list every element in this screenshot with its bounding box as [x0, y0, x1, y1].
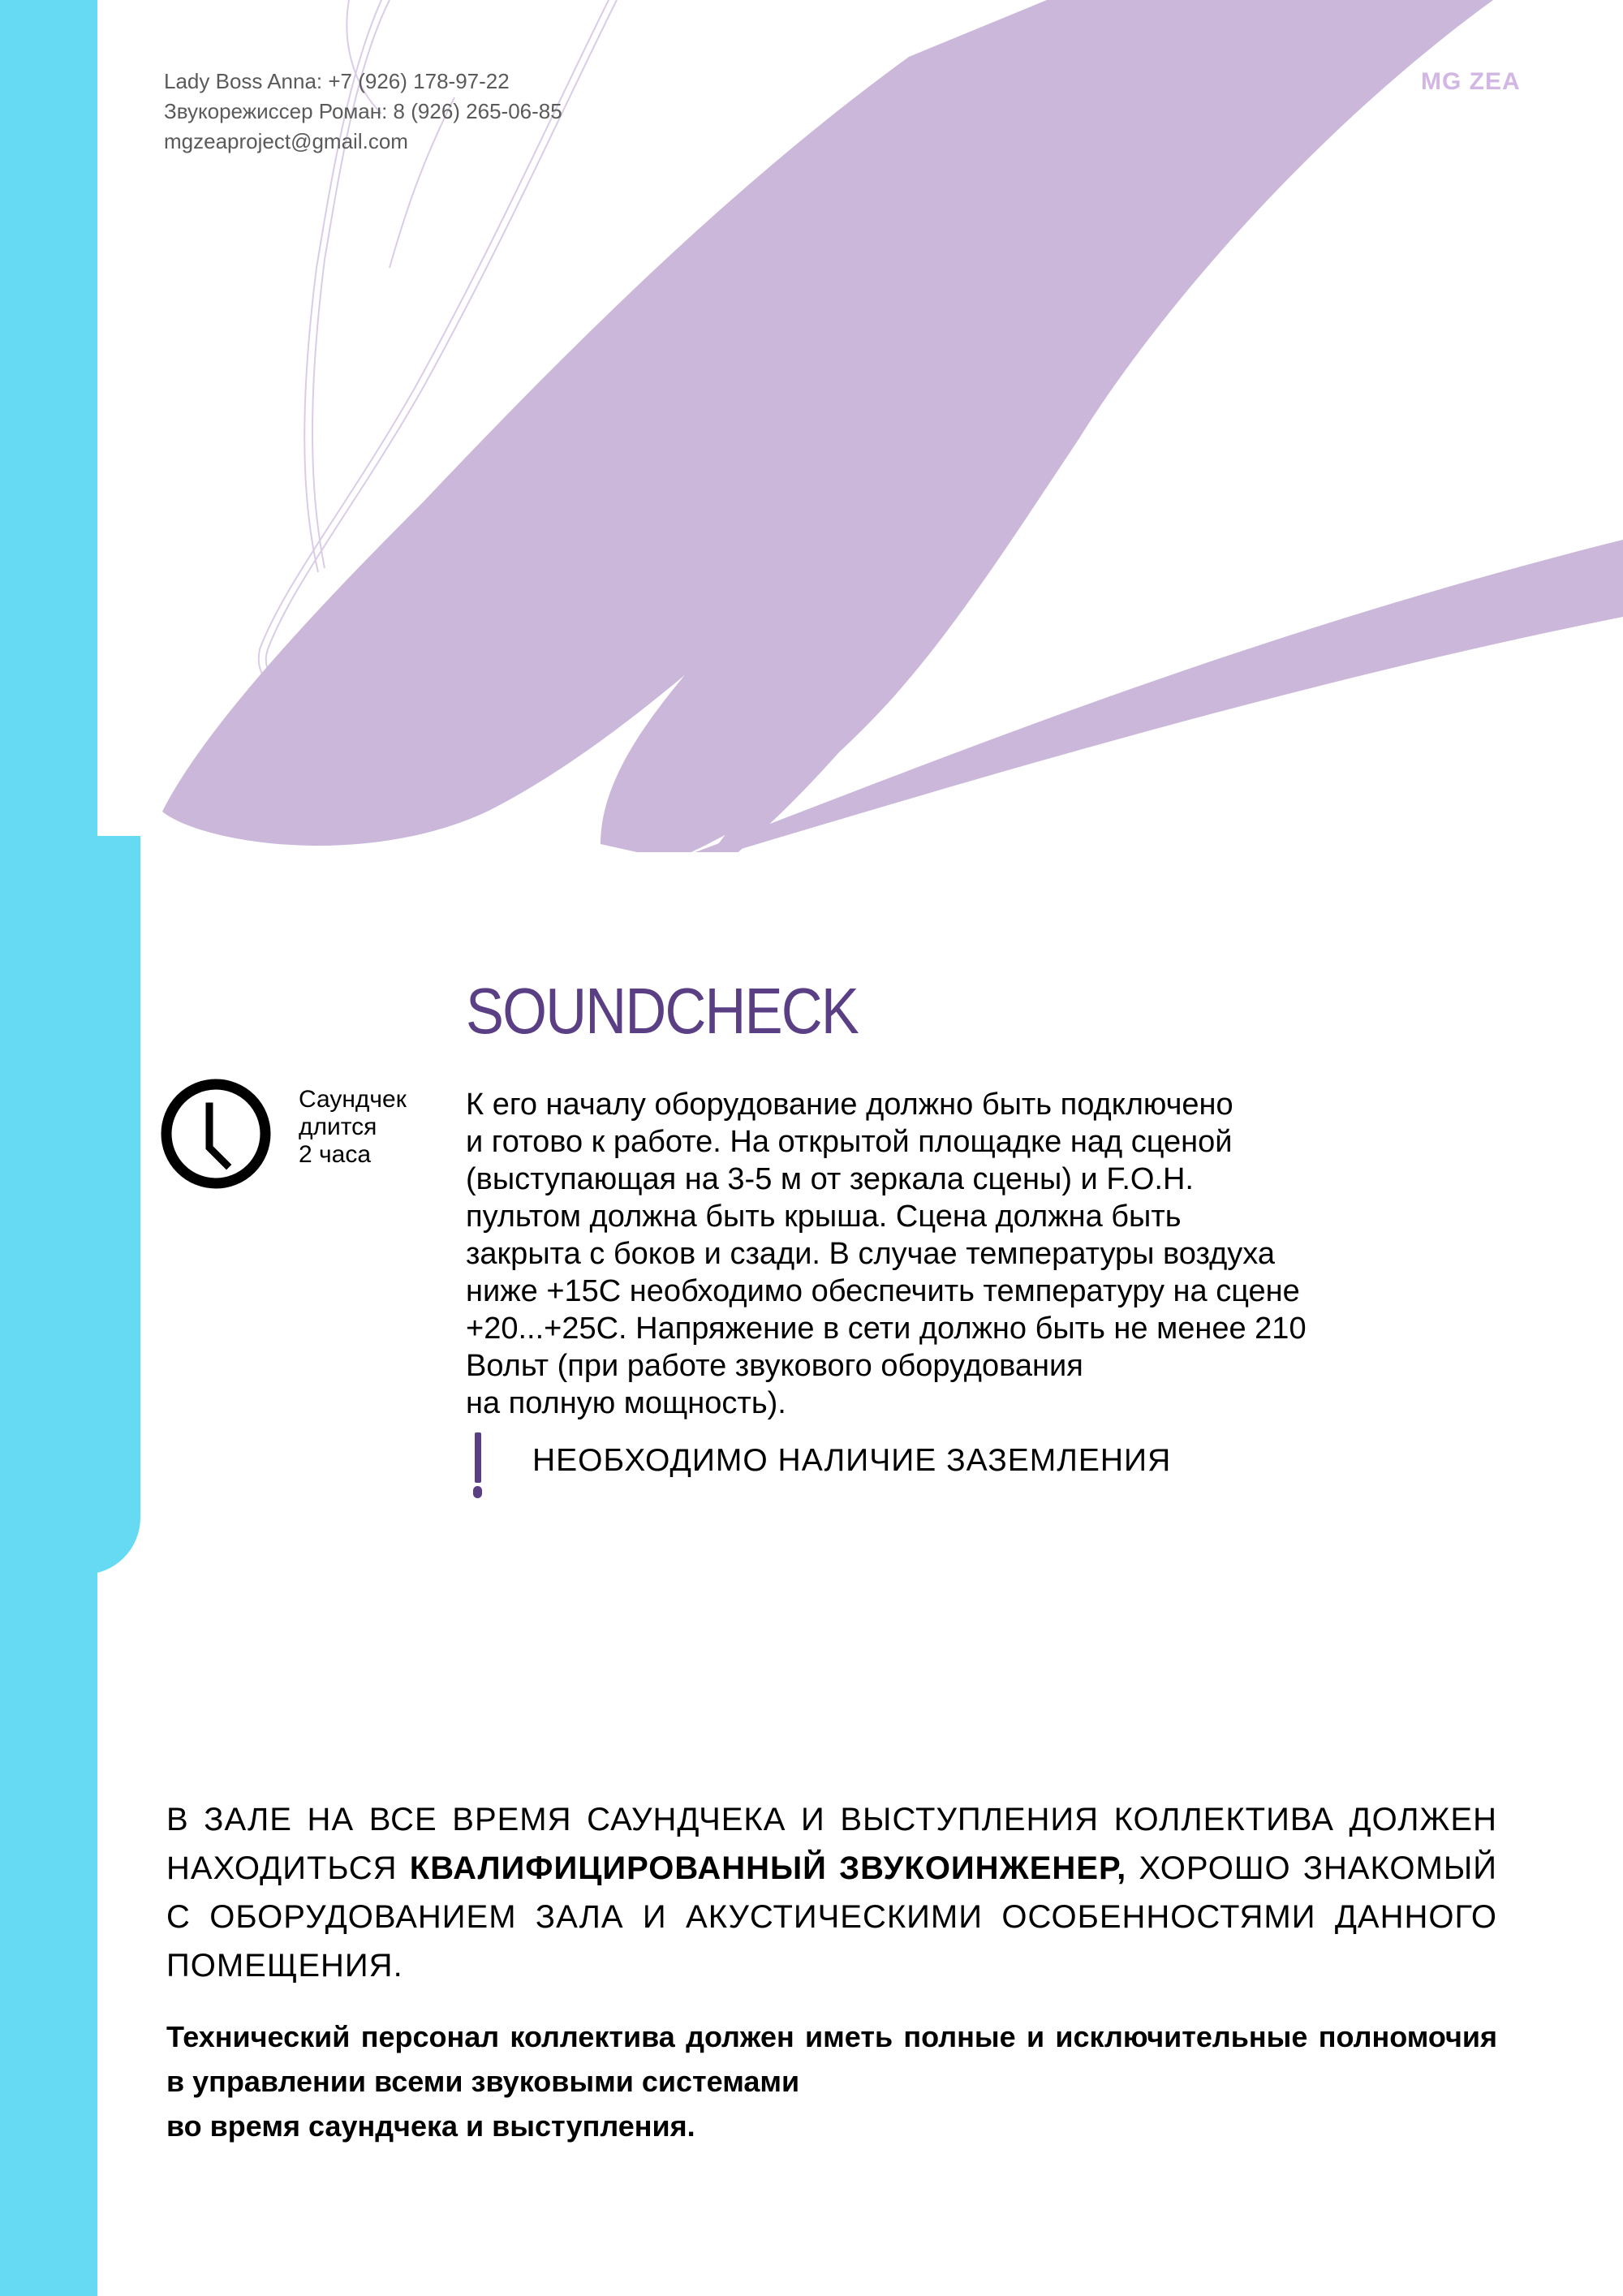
contact-sound-engineer: Звукорежиссер Роман: 8 (926) 265-06-85: [164, 99, 562, 123]
soundcheck-duration: Саундчек длится 2 часа: [299, 1086, 407, 1168]
exclamation-icon: [472, 1432, 484, 1497]
brand-logo-text: MG ZEA: [1421, 68, 1521, 95]
contact-block: [164, 67, 562, 157]
soundcheck-requirements: К его началу оборудование должно быть подключено и готово к работе. На открытой площадке над сценой (выступающая на 3-5 м от зеркала сцены) и F.O.H. пультом должна быть крыша. Сцена должна быть закрыта с боков и сзади. В случае температуры воздуха ниже +15С необходимо обеспечить температуру на сцене +20...+25С. Напряжение в сети должно быть не менее 210 Вольт (при работе звукового оборудования на полную мощность).: [466, 1088, 1307, 1420]
sound-engineer-emphasis: КВАЛИФИЦИРОВАННЫЙ ЗВУКОИНЖЕНЕР,: [409, 1850, 1127, 1886]
left-accent-tab: [0, 836, 140, 1574]
technical-staff-authority: Технический персонал коллектива должен иметь полные и исключительные полномочия в управлении всеми звуковыми системами во время саундчека и выступления.: [166, 2020, 1497, 2143]
clock-icon: [159, 1077, 273, 1191]
section-title: SOUNDCHECK: [466, 975, 859, 1047]
left-accent-notch: [97, 1574, 146, 1623]
grounding-warning: НЕОБХОДИМО НАЛИЧИЕ ЗАЗЕМЛЕНИЯ: [532, 1443, 1172, 1478]
sound-engineer-requirement: В ЗАЛЕ НА ВСЕ ВРЕМЯ САУНДЧЕКА И ВЫСТУПЛЕНИЯ КОЛЛЕКТИВА ДОЛЖЕН НАХОДИТЬСЯ КВАЛИФИЦИРОВАННЫЙ ЗВУКОИНЖЕНЕР, ХОРОШО ЗНАКОМЫЙ С ОБОРУДОВАНИЕМ ЗАЛА И АКУСТИЧЕСКИМИ ОСОБЕННОСТЯМИ ДАННОГО ПОМЕЩЕНИЯ.: [166, 1802, 1497, 1984]
contact-email[interactable]: mgzeaproject@gmail.com: [164, 129, 408, 153]
contact-manager: Lady Boss Anna: +7 (926) 178-97-22: [164, 69, 510, 93]
